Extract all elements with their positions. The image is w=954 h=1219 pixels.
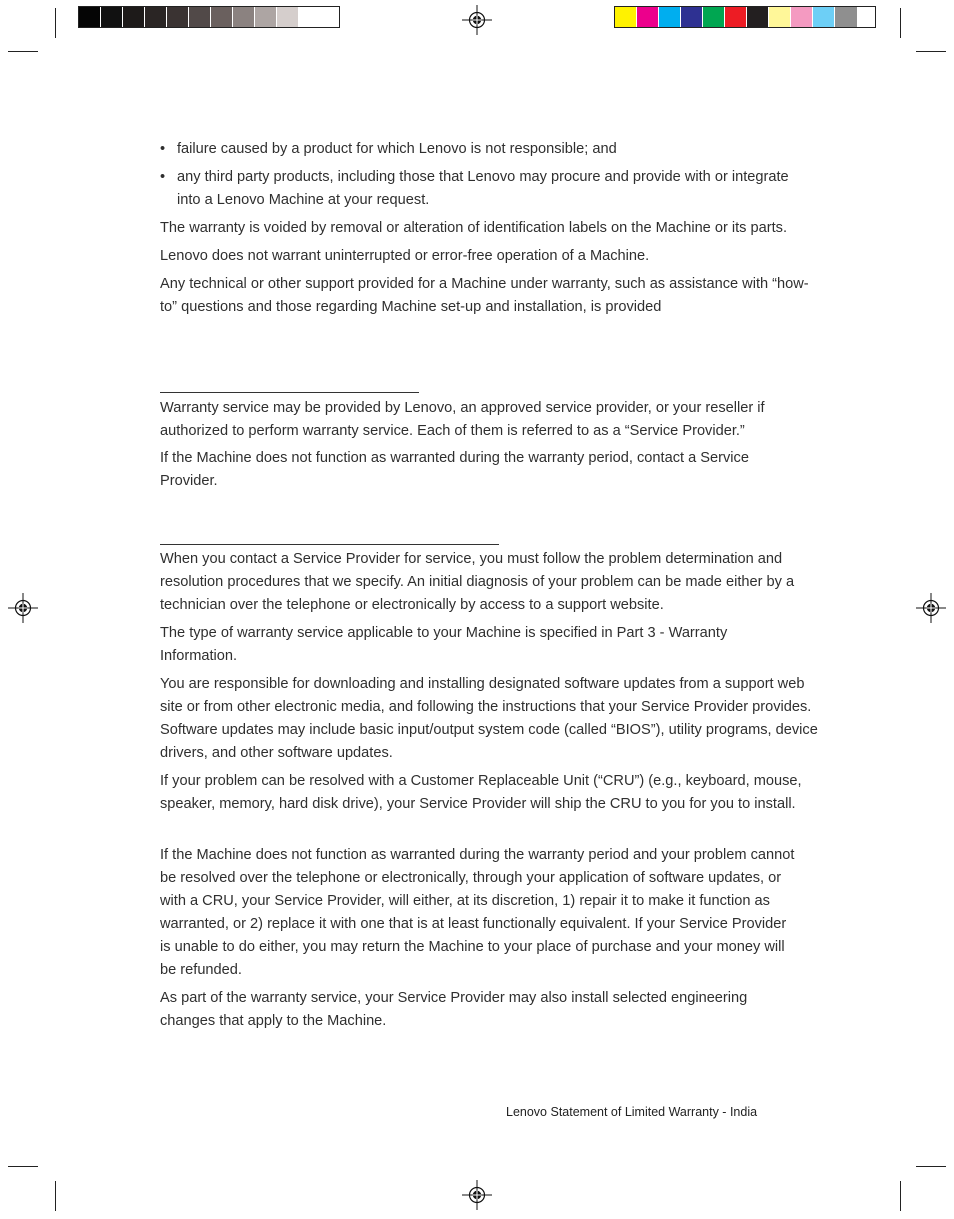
color-swatch — [123, 7, 145, 27]
color-swatch — [835, 7, 857, 27]
registration-mark-icon — [916, 593, 946, 623]
paragraph-uninterrupted: Lenovo does not warrant uninterrupted or error-free operation of a Machine. — [160, 248, 650, 264]
color-swatch — [637, 7, 659, 27]
color-swatch — [791, 7, 813, 27]
color-swatch — [233, 7, 255, 27]
paragraph: If your problem can be resolved with a Customer Replaceable Unit (“CRU”) (e.g., keyboard, mouse, speaker, memory, hard disk drive), your Service Provider will ship the CRU to you for you to install. — [160, 773, 802, 812]
color-swatch — [725, 7, 747, 27]
paragraph: If the Machine does not function as warranted during the warranty period, contact a Service Provider. — [160, 450, 749, 489]
paragraph: As part of the warranty service, your Service Provider may also install selected engineering changes that apply to the Machine. — [160, 990, 748, 1029]
color-swatch — [615, 7, 637, 27]
color-swatch — [79, 7, 101, 27]
paragraph-voided: The warranty is voided by removal or alteration of identification labels on the Machine or its parts. — [160, 220, 788, 236]
running-footer: Lenovo Statement of Limited Warranty - India — [506, 1105, 758, 1119]
color-swatch — [277, 7, 299, 27]
bullet-glyph: • — [160, 169, 166, 185]
crop-mark — [916, 1166, 946, 1167]
crop-mark — [900, 1181, 901, 1211]
color-swatch — [813, 7, 835, 27]
paragraph: If the Machine does not function as warranted during the warranty period and your problem cannot be resolved over the telephone or electronically, through your application of software updates, or with a CRU, your Service Provider, will either, at its discretion, 1) repair it to make it function as warranted, or 2) replace it with one that is at least functionally equivalent. If your Service Provider is unable to do either, you may return the Machine to your place of purchase and your money will be refunded. — [160, 847, 795, 978]
list-item-text: any third party products, including those that Lenovo may procure and provide with or integrate into a Lenovo Machine at your request. — [177, 169, 789, 208]
list-item-text: failure caused by a product for which Lenovo is not responsible; and — [177, 141, 617, 157]
section-rule — [160, 544, 499, 545]
registration-mark-icon — [8, 593, 38, 623]
crop-mark — [8, 51, 38, 52]
color-swatch — [659, 7, 681, 27]
crop-mark — [55, 1181, 56, 1211]
paragraph: When you contact a Service Provider for service, you must follow the problem determination and resolution procedures that we specify. An initial diagnosis of your problem can be made either by a technician over the telephone or electronically by access to a support website. — [160, 551, 795, 613]
crop-mark — [55, 8, 56, 38]
color-swatch — [145, 7, 167, 27]
color-swatch — [189, 7, 211, 27]
color-swatch — [299, 7, 321, 27]
bullet-glyph: • — [160, 141, 166, 157]
crop-mark — [8, 1166, 38, 1167]
paragraph: The type of warranty service applicable to your Machine is specified in Part 3 - Warranty Information. — [160, 625, 728, 664]
color-swatch — [747, 7, 769, 27]
paragraph: Warranty service may be provided by Lenovo, an approved service provider, or your reseller if authorized to perform warranty service. Each of them is referred to as a “Service Provider.” — [160, 400, 765, 439]
paragraph: You are responsible for downloading and installing designated software updates from a support web site or from other electronic media, and following the instructions that your Service Provider provides. Software updates may include basic input/output system code (called “BIOS”), utility programs, device drivers, and other software updates. — [160, 676, 818, 761]
color-swatch — [211, 7, 233, 27]
registration-mark-icon — [462, 1180, 492, 1210]
color-swatch — [255, 7, 277, 27]
section-rule — [160, 392, 419, 393]
color-swatch — [703, 7, 725, 27]
color-swatch — [167, 7, 189, 27]
color-bar — [614, 6, 876, 28]
crop-mark — [916, 51, 946, 52]
paragraph-support: Any technical or other support provided for a Machine under warranty, such as assistance with “how-to” questions and those regarding Machine set-up and installation, is provided — [160, 276, 809, 315]
grayscale-bar — [78, 6, 340, 28]
color-swatch — [769, 7, 791, 27]
crop-mark — [900, 8, 901, 38]
color-swatch — [681, 7, 703, 27]
registration-mark-icon — [462, 5, 492, 35]
color-swatch — [101, 7, 123, 27]
